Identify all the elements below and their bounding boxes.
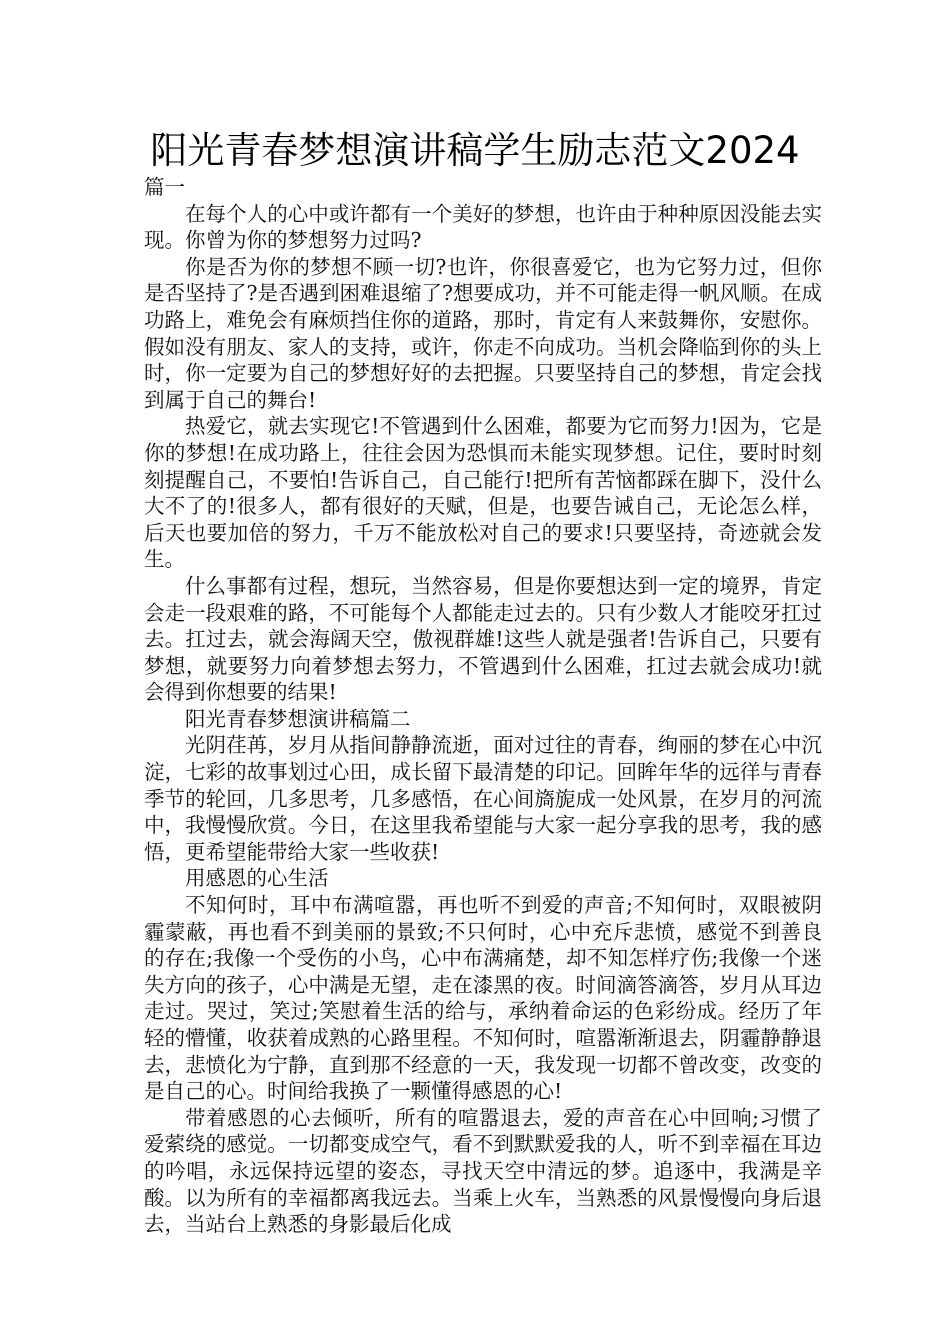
section-heading: 阳光青春梦想演讲稿篇二 [185, 706, 411, 731]
document-title: 阳光青春梦想演讲稿学生励志范文2024 [150, 129, 800, 172]
paragraph: 在每个人的心中或许都有一个美好的梦想，也许由于种种原因没能去实现。你曾为你的梦想努力过吗? [144, 201, 822, 253]
paragraph: 热爱它，就去实现它!不管遇到什么困难，都要为它而努力!因为，它是你的梦想!在成功路上，往往会因为恐惧而未能实现梦想。记住，要时时刻刻提醒自己，不要怕!告诉自己，自己能行!把所有苦恼都踩在脚下，没什么大不了的!很多人，都有很好的天赋，但是，也要告诫自己，无论怎么样，后天也要加倍的努力，千万不能放松对自己的要求!只要坚持，奇迹就会发生。 [144, 414, 822, 572]
paragraph: 光阴荏苒，岁月从指间静静流逝，面对过往的青春，绚丽的梦在心中沉淀，七彩的故事划过心田，成长留下最清楚的印记。回眸年华的远徉与青春季节的轮回，几多思考，几多感悟，在心间旖旎成一处风景，在岁月的河流中，我慢慢欣赏。今日，在这里我希望能与大家一起分享我的思考，我的感悟，更希望能带给大家一些收获! [144, 733, 822, 864]
paragraph: 带着感恩的心去倾听，所有的喧嚣退去，爱的声音在心中回响;习惯了爱萦绕的感觉。一切都变成空气，看不到默默爱我的人，听不到幸福在耳边的吟唱，永远保持远望的姿态，寻找天空中清远的梦。追逐中，我满是辛酸。以为所有的幸福都离我远去。当乘上火车，当熟悉的风景慢慢向身后退去，当站台上熟悉的身影最后化成 [144, 1105, 822, 1237]
paragraph: 你是否为你的梦想不顾一切?也许，你很喜爱它，也为它努力过，但你是否坚持了?是否遇到困难退缩了?想要成功，并不可能走得一帆风顺。在成功路上，难免会有麻烦挡住你的道路，那时，肯定有人来鼓舞你，安慰你。假如没有朋友、家人的支持，或许，你走不向成功。当机会降临到你的头上时，你一定要为自己的梦想好好的去把握。只要坚持自己的梦想，肯定会找到属于自己的舞台! [144, 254, 822, 412]
paragraph: 什么事都有过程，想玩，当然容易，但是你要想达到一定的境界，肯定会走一段艰难的路，不可能每个人都能走过去的。只有少数人才能咬牙扛过去。扛过去，就会海阔天空，傲视群雄!这些人就是强者!告诉自己，只要有梦想，就要努力向着梦想去努力，不管遇到什么困难，扛过去就会成功!就会得到你想要的结果! [144, 573, 822, 705]
paragraph: 篇一 [144, 175, 185, 199]
paragraph: 不知何时，耳中布满喧嚣，再也听不到爱的声音;不知何时，双眼被阴霾蒙蔽，再也看不到美丽的景致;不只何时，心中充斥悲愤，感觉不到善良的存在;我像一个受伤的小鸟，心中布满痛楚，却不知怎样疗伤;我像一个迷失方向的孩子，心中满是无望，走在漆黑的夜。时间滴答滴答，岁月从耳边走过。哭过，笑过;笑慰着生活的给与，承纳着命运的色彩纷成。经历了年轻的懵懂，收获着成熟的心路里程。不知何时，喧嚣渐渐退去，阴霾静静退去，悲愤化为宁静，直到那不经意的一天，我发现一切都不曾改变，改变的是自己的心。时间给我换了一颗懂得感恩的心! [144, 893, 822, 1104]
section-subheading: 用感恩的心生活 [185, 866, 329, 891]
document-body [144, 174, 822, 1238]
